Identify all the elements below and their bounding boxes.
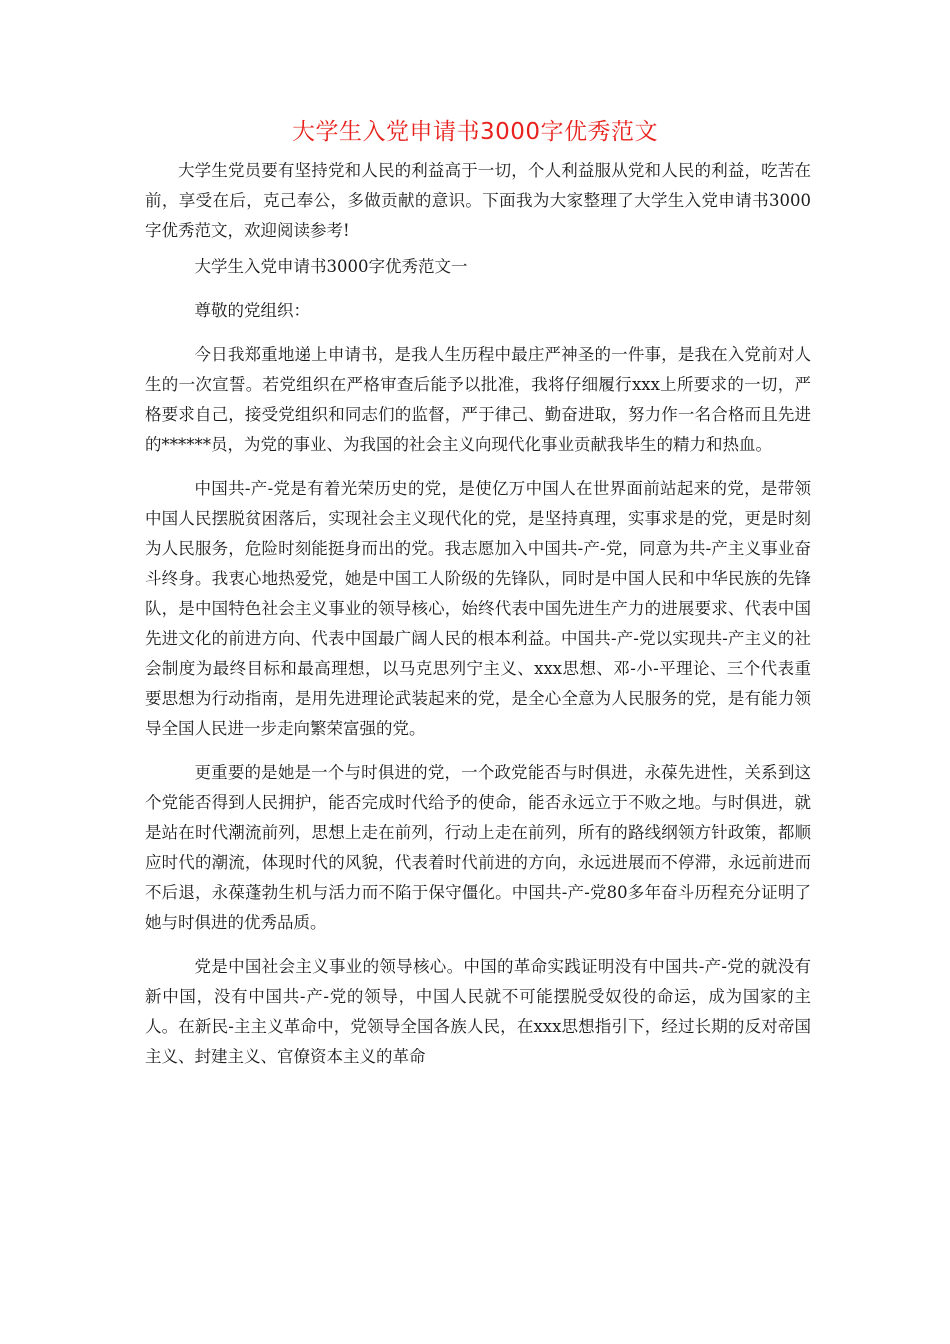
intro-paragraph: 大学生党员要有坚持党和人民的利益高于一切，个人利益服从党和人民的利益，吃苦在前，享受在后，克己奉公，多做贡献的意识。下面我为大家整理了大学生入党申请书3000字优秀范文，欢迎阅读参考! bbox=[145, 161, 811, 240]
document-title: 大学生入党申请书3000字优秀范文 bbox=[291, 119, 659, 145]
salutation: 尊敬的党组织： bbox=[194, 301, 310, 320]
body-paragraph: 更重要的是她是一个与时俱进的党，一个政党能否与时俱进，永葆先进性，关系到这个党能否得到人民拥护，能否完成时代给予的使命，能否永远立于不败之地。与时俱进，就是站在时代潮流前列，思想上走在前列，行动上走在前列，所有的路线纲领方针政策，都顺应时代的潮流，体现时代的风貌，代表着时代前进的方向，永远进展而不停滞，永远前进而不后退，永葆蓬勃生机与活力而不陷于保守僵化。中国共-产-党80多年奋斗历程充分证明了她与时俱进的优秀品质。 bbox=[145, 763, 811, 932]
body-paragraph: 党是中国社会主义事业的领导核心。中国的革命实践证明没有中国共-产-党的就没有新中国，没有中国共-产-党的领导，中国人民就不可能摆脱受奴役的命运，成为国家的主人。在新民-主主义革命中，党领导全国各族人民，在xxx思想指引下，经过长期的反对帝国主义、封建主义、官僚资本主义的革命 bbox=[145, 957, 811, 1066]
body-paragraph: 今日我郑重地递上申请书，是我人生历程中最庄严神圣的一件事，是我在入党前对人生的一次宣誓。若党组织在严格审查后能予以批准，我将仔细履行xxx上所要求的一切，严格要求自己，接受党组织和同志们的监督，严于律己、勤奋进取，努力作一名合格而且先进的******员，为党的事业、为我国的社会主义向现代化事业贡献我毕生的精力和热血。 bbox=[145, 345, 811, 454]
document-body bbox=[145, 156, 811, 1072]
section-subtitle: 大学生入党申请书3000字优秀范文一 bbox=[194, 257, 468, 276]
body-paragraph: 中国共-产-党是有着光荣历史的党，是使亿万中国人在世界面前站起来的党，是带领中国人民摆脱贫困落后，实现社会主义现代化的党，是坚持真理，实事求是的党，更是时刻为人民服务，危险时刻能挺身而出的党。我志愿加入中国共-产-党，同意为共-产主义事业奋斗终身。我衷心地热爱党，她是中国工人阶级的先锋队，同时是中国人民和中华民族的先锋队，是中国特色社会主义事业的领导核心，始终代表中国先进生产力的进展要求、代表中国先进文化的前进方向、代表中国最广阔人民的根本利益。中国共-产-党以实现共-产主义的社会制度为最终目标和最高理想，以马克思列宁主义、xxx思想、邓-小-平理论、三个代表重要思想为行动指南，是用先进理论武装起来的党，是全心全意为人民服务的党，是有能力领导全国人民进一步走向繁荣富强的党。 bbox=[145, 479, 811, 738]
